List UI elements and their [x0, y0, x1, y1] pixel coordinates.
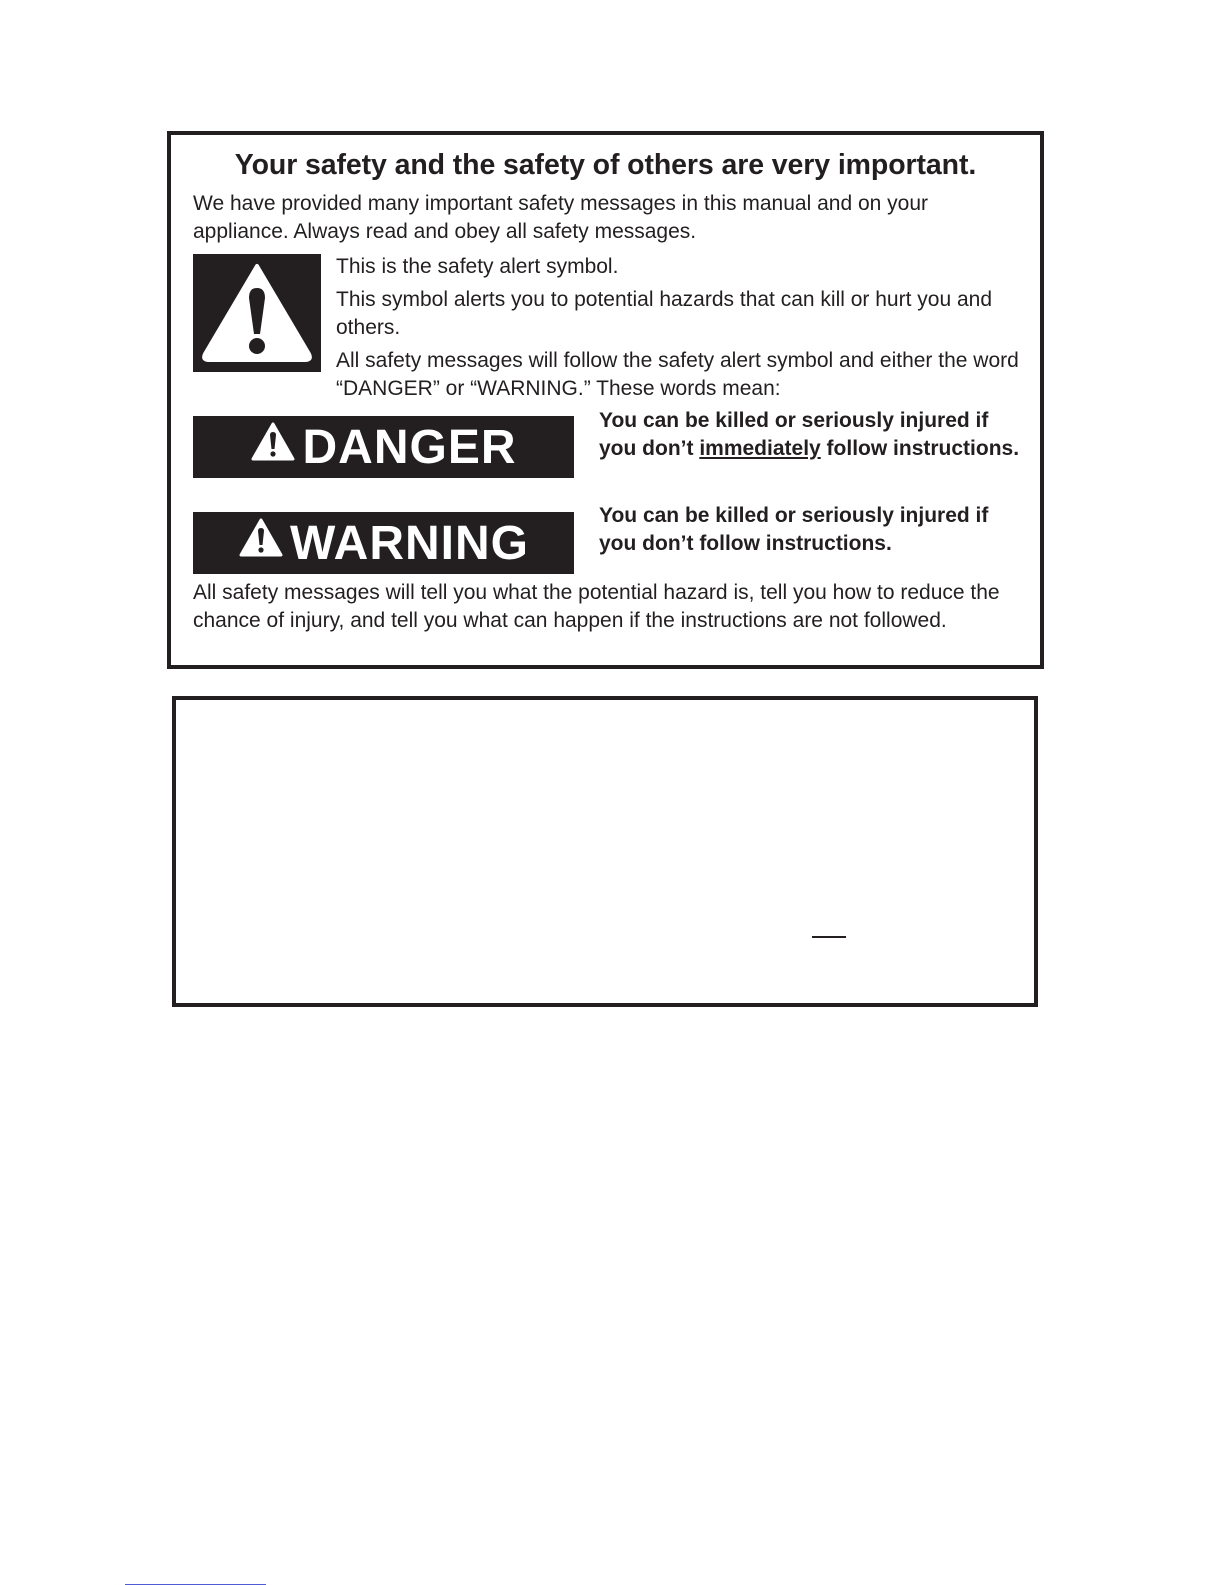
danger-emphasis: immediately	[699, 437, 821, 460]
danger-meaning	[599, 407, 1029, 463]
safety-title: Your safety and the safety of others are very important.	[234, 149, 977, 181]
empty-notice-box	[172, 696, 1038, 1007]
warning-triangle-icon	[238, 516, 284, 571]
symbol-line-3: All safety messages will follow the safety alert symbol and either the word “DANGER” or “WARNING.” These words mean:	[336, 349, 1019, 400]
symbol-line-1: This is the safety alert symbol.	[336, 255, 619, 278]
warning-meaning: You can be killed or seriously injured if you don’t follow instructions.	[599, 504, 989, 555]
warning-label: WARNING	[290, 516, 529, 570]
underline-mark	[812, 936, 846, 938]
warning-signal-word	[193, 512, 574, 574]
danger-text-part: You can be killed or seriously injured if you don’t	[599, 409, 989, 460]
warning-triangle-icon	[250, 420, 296, 475]
safety-alert-symbol-icon	[193, 254, 321, 372]
symbol-line-2: This symbol alerts you to potential hazards that can kill or hurt you and others.	[336, 288, 993, 339]
danger-signal-word	[193, 416, 574, 478]
safety-intro: We have provided many important safety messages in this manual and on your appliance. Always read and obey all safety messages.	[193, 192, 928, 243]
danger-text-end: follow instructions.	[820, 437, 1020, 460]
safety-outro: All safety messages will tell you what the potential hazard is, tell you how to reduce the chance of injury, and tell you what can happen if the instructions are not followed.	[193, 581, 1000, 632]
safety-notice-box	[167, 131, 1044, 669]
danger-label: DANGER	[302, 420, 517, 474]
